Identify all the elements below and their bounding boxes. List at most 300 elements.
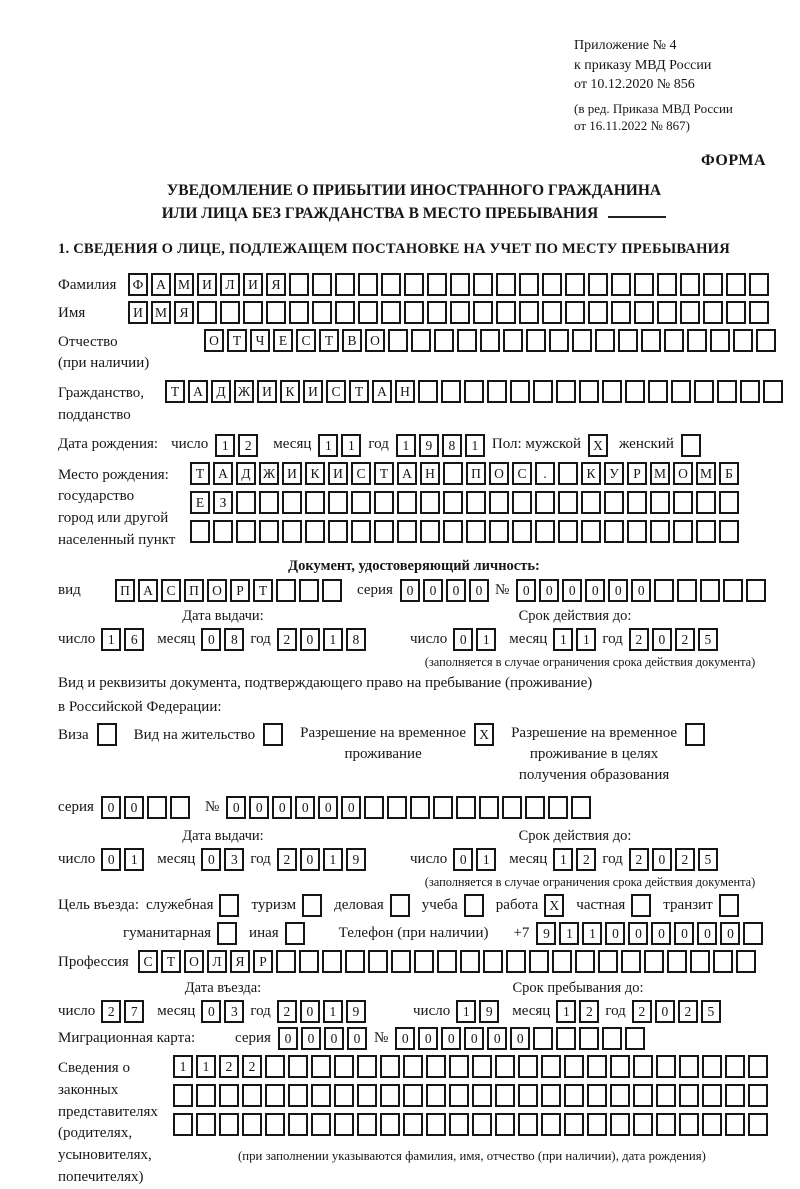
char-cell[interactable]: И xyxy=(303,380,323,403)
char-cell[interactable]: Б xyxy=(719,462,739,485)
char-cell[interactable]: О xyxy=(365,329,385,352)
char-cell[interactable] xyxy=(564,1084,584,1107)
char-cell[interactable]: 0 xyxy=(720,922,740,945)
char-cell[interactable]: 1 xyxy=(476,848,496,871)
char-cell[interactable] xyxy=(427,273,447,296)
char-cell[interactable] xyxy=(403,1084,423,1107)
char-cell[interactable]: 0 xyxy=(423,579,443,602)
char-cell[interactable] xyxy=(450,273,470,296)
char-cell[interactable] xyxy=(702,1084,722,1107)
char-cell[interactable]: 1 xyxy=(101,628,121,651)
char-cell[interactable]: Я xyxy=(266,273,286,296)
char-cell[interactable]: 0 xyxy=(469,579,489,602)
char-cell[interactable]: О xyxy=(673,462,693,485)
char-cell[interactable] xyxy=(433,796,453,819)
char-cell[interactable] xyxy=(533,380,553,403)
char-cell[interactable]: Р xyxy=(627,462,647,485)
char-cell[interactable] xyxy=(671,380,691,403)
char-cell[interactable] xyxy=(345,950,365,973)
char-cell[interactable]: 0 xyxy=(446,579,466,602)
char-cell[interactable]: Ж xyxy=(259,462,279,485)
char-cell[interactable] xyxy=(288,1084,308,1107)
char-cell[interactable] xyxy=(565,301,585,324)
char-cell[interactable]: 0 xyxy=(300,848,320,871)
char-cell[interactable]: 0 xyxy=(539,579,559,602)
char-cell[interactable] xyxy=(259,520,279,543)
char-cell[interactable]: 0 xyxy=(418,1027,438,1050)
char-cell[interactable] xyxy=(380,1084,400,1107)
char-cell[interactable] xyxy=(587,1113,607,1136)
char-cell[interactable]: Т xyxy=(374,462,394,485)
char-cell[interactable] xyxy=(487,380,507,403)
char-cell[interactable]: 0 xyxy=(101,848,121,871)
char-cell[interactable] xyxy=(457,329,477,352)
char-cell[interactable] xyxy=(403,1055,423,1078)
char-cell[interactable] xyxy=(410,796,430,819)
char-cell[interactable]: 1 xyxy=(323,848,343,871)
char-cell[interactable] xyxy=(611,301,631,324)
char-cell[interactable] xyxy=(549,329,569,352)
char-cell[interactable] xyxy=(679,1055,699,1078)
char-cell[interactable]: 0 xyxy=(347,1027,367,1050)
char-cell[interactable] xyxy=(265,1084,285,1107)
char-cell[interactable] xyxy=(648,380,668,403)
char-cell[interactable]: А xyxy=(138,579,158,602)
char-cell[interactable]: Н xyxy=(395,380,415,403)
char-cell[interactable]: А xyxy=(188,380,208,403)
char-cell[interactable]: М xyxy=(650,462,670,485)
char-cell[interactable] xyxy=(552,950,572,973)
char-cell[interactable]: С xyxy=(512,462,532,485)
char-cell[interactable]: 7 xyxy=(124,1000,144,1023)
char-cell[interactable] xyxy=(374,520,394,543)
char-cell[interactable] xyxy=(740,380,760,403)
char-cell[interactable] xyxy=(380,1113,400,1136)
char-cell[interactable]: 0 xyxy=(226,796,246,819)
char-cell[interactable] xyxy=(575,950,595,973)
char-cell[interactable] xyxy=(358,273,378,296)
char-cell[interactable] xyxy=(334,1113,354,1136)
char-cell[interactable] xyxy=(610,1084,630,1107)
char-cell[interactable]: 1 xyxy=(553,628,573,651)
char-cell[interactable] xyxy=(305,520,325,543)
char-cell[interactable]: К xyxy=(280,380,300,403)
char-cell[interactable] xyxy=(690,950,710,973)
char-cell[interactable]: 0 xyxy=(652,628,672,651)
char-cell[interactable] xyxy=(397,520,417,543)
char-cell[interactable] xyxy=(685,723,705,746)
char-cell[interactable]: 1 xyxy=(582,922,602,945)
char-cell[interactable] xyxy=(579,380,599,403)
char-cell[interactable]: Р xyxy=(253,950,273,973)
char-cell[interactable] xyxy=(519,301,539,324)
char-cell[interactable] xyxy=(518,1113,538,1136)
char-cell[interactable] xyxy=(311,1055,331,1078)
char-cell[interactable]: П xyxy=(115,579,135,602)
char-cell[interactable] xyxy=(305,491,325,514)
char-cell[interactable] xyxy=(496,301,516,324)
char-cell[interactable] xyxy=(170,796,190,819)
char-cell[interactable] xyxy=(627,520,647,543)
char-cell[interactable]: 0 xyxy=(249,796,269,819)
char-cell[interactable] xyxy=(680,301,700,324)
char-cell[interactable]: С xyxy=(351,462,371,485)
char-cell[interactable] xyxy=(464,380,484,403)
char-cell[interactable]: Ч xyxy=(250,329,270,352)
char-cell[interactable] xyxy=(657,301,677,324)
char-cell[interactable] xyxy=(725,1055,745,1078)
char-cell[interactable]: 9 xyxy=(346,848,366,871)
char-cell[interactable] xyxy=(495,1055,515,1078)
char-cell[interactable]: 9 xyxy=(419,434,439,457)
char-cell[interactable]: 2 xyxy=(675,848,695,871)
char-cell[interactable]: У xyxy=(604,462,624,485)
char-cell[interactable] xyxy=(404,273,424,296)
char-cell[interactable]: 0 xyxy=(201,1000,221,1023)
char-cell[interactable]: 1 xyxy=(396,434,416,457)
char-cell[interactable] xyxy=(276,579,296,602)
char-cell[interactable]: Т xyxy=(190,462,210,485)
char-cell[interactable] xyxy=(579,1027,599,1050)
char-cell[interactable] xyxy=(466,520,486,543)
char-cell[interactable]: 2 xyxy=(678,1000,698,1023)
char-cell[interactable] xyxy=(558,491,578,514)
char-cell[interactable] xyxy=(213,520,233,543)
char-cell[interactable]: 1 xyxy=(323,628,343,651)
char-cell[interactable]: 0 xyxy=(628,922,648,945)
char-cell[interactable]: И xyxy=(128,301,148,324)
char-cell[interactable]: М xyxy=(151,301,171,324)
char-cell[interactable] xyxy=(335,273,355,296)
char-cell[interactable]: 1 xyxy=(559,922,579,945)
char-cell[interactable] xyxy=(556,1027,576,1050)
char-cell[interactable] xyxy=(681,434,701,457)
char-cell[interactable] xyxy=(312,273,332,296)
char-cell[interactable]: 0 xyxy=(324,1027,344,1050)
char-cell[interactable] xyxy=(634,273,654,296)
char-cell[interactable]: К xyxy=(305,462,325,485)
char-cell[interactable]: 0 xyxy=(652,848,672,871)
char-cell[interactable] xyxy=(357,1113,377,1136)
char-cell[interactable] xyxy=(266,301,286,324)
char-cell[interactable] xyxy=(631,894,651,917)
char-cell[interactable] xyxy=(526,329,546,352)
char-cell[interactable]: П xyxy=(466,462,486,485)
char-cell[interactable]: 5 xyxy=(698,848,718,871)
char-cell[interactable]: 0 xyxy=(318,796,338,819)
char-cell[interactable]: С xyxy=(161,579,181,602)
char-cell[interactable]: И xyxy=(243,273,263,296)
char-cell[interactable] xyxy=(621,950,641,973)
char-cell[interactable] xyxy=(587,1055,607,1078)
char-cell[interactable]: О xyxy=(207,579,227,602)
char-cell[interactable]: Я xyxy=(174,301,194,324)
char-cell[interactable] xyxy=(312,301,332,324)
char-cell[interactable]: 6 xyxy=(124,628,144,651)
char-cell[interactable]: 0 xyxy=(651,922,671,945)
char-cell[interactable] xyxy=(535,520,555,543)
char-cell[interactable] xyxy=(650,491,670,514)
char-cell[interactable] xyxy=(427,301,447,324)
char-cell[interactable]: Т xyxy=(161,950,181,973)
char-cell[interactable] xyxy=(259,491,279,514)
char-cell[interactable] xyxy=(263,723,283,746)
char-cell[interactable] xyxy=(495,1084,515,1107)
char-cell[interactable]: 3 xyxy=(224,848,244,871)
char-cell[interactable] xyxy=(518,1055,538,1078)
char-cell[interactable] xyxy=(650,520,670,543)
char-cell[interactable]: 0 xyxy=(395,1027,415,1050)
char-cell[interactable] xyxy=(687,329,707,352)
char-cell[interactable] xyxy=(196,1113,216,1136)
char-cell[interactable] xyxy=(633,1084,653,1107)
char-cell[interactable]: 0 xyxy=(674,922,694,945)
char-cell[interactable]: О xyxy=(489,462,509,485)
char-cell[interactable] xyxy=(733,329,753,352)
char-cell[interactable]: 0 xyxy=(608,579,628,602)
char-cell[interactable]: 1 xyxy=(173,1055,193,1078)
char-cell[interactable]: 0 xyxy=(631,579,651,602)
char-cell[interactable]: 0 xyxy=(487,1027,507,1050)
char-cell[interactable] xyxy=(334,1084,354,1107)
char-cell[interactable] xyxy=(763,380,783,403)
char-cell[interactable] xyxy=(565,273,585,296)
char-cell[interactable] xyxy=(489,491,509,514)
char-cell[interactable] xyxy=(512,520,532,543)
char-cell[interactable] xyxy=(702,1055,722,1078)
char-cell[interactable] xyxy=(604,491,624,514)
char-cell[interactable]: 0 xyxy=(201,848,221,871)
char-cell[interactable] xyxy=(302,894,322,917)
char-cell[interactable] xyxy=(390,894,410,917)
char-cell[interactable] xyxy=(282,491,302,514)
char-cell[interactable]: И xyxy=(328,462,348,485)
char-cell[interactable]: Ж xyxy=(234,380,254,403)
char-cell[interactable]: 0 xyxy=(464,1027,484,1050)
char-cell[interactable] xyxy=(434,329,454,352)
char-cell[interactable]: Д xyxy=(236,462,256,485)
char-cell[interactable]: М xyxy=(696,462,716,485)
char-cell[interactable]: 0 xyxy=(341,796,361,819)
char-cell[interactable] xyxy=(173,1084,193,1107)
char-cell[interactable] xyxy=(441,380,461,403)
char-cell[interactable] xyxy=(472,1084,492,1107)
char-cell[interactable]: 1 xyxy=(576,628,596,651)
char-cell[interactable] xyxy=(351,520,371,543)
char-cell[interactable] xyxy=(719,491,739,514)
char-cell[interactable]: В xyxy=(342,329,362,352)
char-cell[interactable] xyxy=(420,520,440,543)
char-cell[interactable]: 2 xyxy=(219,1055,239,1078)
char-cell[interactable] xyxy=(625,380,645,403)
char-cell[interactable] xyxy=(322,950,342,973)
char-cell[interactable]: 5 xyxy=(698,628,718,651)
char-cell[interactable] xyxy=(519,273,539,296)
char-cell[interactable] xyxy=(197,301,217,324)
char-cell[interactable]: Е xyxy=(190,491,210,514)
char-cell[interactable] xyxy=(541,1113,561,1136)
char-cell[interactable] xyxy=(411,329,431,352)
char-cell[interactable] xyxy=(548,796,568,819)
char-cell[interactable] xyxy=(196,1084,216,1107)
char-cell[interactable] xyxy=(426,1113,446,1136)
char-cell[interactable] xyxy=(473,273,493,296)
char-cell[interactable]: 2 xyxy=(675,628,695,651)
char-cell[interactable]: А xyxy=(397,462,417,485)
char-cell[interactable] xyxy=(242,1113,262,1136)
char-cell[interactable] xyxy=(598,950,618,973)
char-cell[interactable]: Н xyxy=(420,462,440,485)
char-cell[interactable] xyxy=(335,301,355,324)
char-cell[interactable]: 0 xyxy=(562,579,582,602)
char-cell[interactable] xyxy=(702,1113,722,1136)
char-cell[interactable]: 2 xyxy=(101,1000,121,1023)
char-cell[interactable] xyxy=(654,579,674,602)
char-cell[interactable]: К xyxy=(581,462,601,485)
char-cell[interactable] xyxy=(480,329,500,352)
char-cell[interactable]: 1 xyxy=(456,1000,476,1023)
char-cell[interactable]: X xyxy=(588,434,608,457)
char-cell[interactable]: 9 xyxy=(536,922,556,945)
char-cell[interactable] xyxy=(219,1113,239,1136)
char-cell[interactable] xyxy=(97,723,117,746)
char-cell[interactable] xyxy=(512,491,532,514)
char-cell[interactable]: 2 xyxy=(277,628,297,651)
char-cell[interactable] xyxy=(633,1055,653,1078)
char-cell[interactable]: Я xyxy=(230,950,250,973)
char-cell[interactable] xyxy=(743,922,763,945)
char-cell[interactable] xyxy=(472,1055,492,1078)
char-cell[interactable]: Т xyxy=(349,380,369,403)
char-cell[interactable]: 0 xyxy=(300,1000,320,1023)
char-cell[interactable] xyxy=(437,950,457,973)
char-cell[interactable]: 9 xyxy=(479,1000,499,1023)
char-cell[interactable] xyxy=(381,273,401,296)
char-cell[interactable] xyxy=(265,1055,285,1078)
char-cell[interactable]: 2 xyxy=(277,1000,297,1023)
char-cell[interactable] xyxy=(506,950,526,973)
char-cell[interactable] xyxy=(703,301,723,324)
char-cell[interactable] xyxy=(219,1084,239,1107)
char-cell[interactable] xyxy=(625,1027,645,1050)
char-cell[interactable]: 0 xyxy=(585,579,605,602)
char-cell[interactable] xyxy=(610,1055,630,1078)
char-cell[interactable]: 1 xyxy=(323,1000,343,1023)
char-cell[interactable] xyxy=(564,1113,584,1136)
char-cell[interactable]: 2 xyxy=(579,1000,599,1023)
char-cell[interactable] xyxy=(449,1113,469,1136)
char-cell[interactable] xyxy=(535,491,555,514)
char-cell[interactable] xyxy=(466,491,486,514)
char-cell[interactable]: 8 xyxy=(224,628,244,651)
char-cell[interactable]: 2 xyxy=(629,848,649,871)
char-cell[interactable] xyxy=(265,1113,285,1136)
char-cell[interactable] xyxy=(657,273,677,296)
char-cell[interactable] xyxy=(725,1084,745,1107)
char-cell[interactable]: Е xyxy=(273,329,293,352)
char-cell[interactable] xyxy=(602,380,622,403)
char-cell[interactable] xyxy=(595,329,615,352)
char-cell[interactable]: О xyxy=(204,329,224,352)
char-cell[interactable]: 2 xyxy=(238,434,258,457)
char-cell[interactable] xyxy=(426,1055,446,1078)
char-cell[interactable] xyxy=(357,1055,377,1078)
char-cell[interactable]: Ф xyxy=(128,273,148,296)
char-cell[interactable]: А xyxy=(151,273,171,296)
char-cell[interactable]: 0 xyxy=(605,922,625,945)
char-cell[interactable] xyxy=(380,1055,400,1078)
char-cell[interactable] xyxy=(502,796,522,819)
char-cell[interactable] xyxy=(311,1113,331,1136)
char-cell[interactable] xyxy=(311,1084,331,1107)
char-cell[interactable] xyxy=(736,950,756,973)
char-cell[interactable] xyxy=(220,301,240,324)
char-cell[interactable] xyxy=(404,301,424,324)
char-cell[interactable]: И xyxy=(282,462,302,485)
char-cell[interactable] xyxy=(533,1027,553,1050)
char-cell[interactable] xyxy=(483,950,503,973)
char-cell[interactable] xyxy=(673,491,693,514)
char-cell[interactable]: 1 xyxy=(476,628,496,651)
char-cell[interactable] xyxy=(581,491,601,514)
char-cell[interactable]: Р xyxy=(230,579,250,602)
char-cell[interactable]: О xyxy=(184,950,204,973)
char-cell[interactable] xyxy=(473,301,493,324)
char-cell[interactable] xyxy=(656,1055,676,1078)
char-cell[interactable]: 1 xyxy=(465,434,485,457)
char-cell[interactable] xyxy=(618,329,638,352)
char-cell[interactable] xyxy=(414,950,434,973)
char-cell[interactable] xyxy=(289,301,309,324)
char-cell[interactable]: Т xyxy=(165,380,185,403)
char-cell[interactable] xyxy=(748,1055,768,1078)
char-cell[interactable]: 0 xyxy=(441,1027,461,1050)
char-cell[interactable] xyxy=(641,329,661,352)
char-cell[interactable] xyxy=(449,1055,469,1078)
char-cell[interactable] xyxy=(588,301,608,324)
char-cell[interactable]: И xyxy=(197,273,217,296)
char-cell[interactable] xyxy=(242,1084,262,1107)
char-cell[interactable] xyxy=(610,1113,630,1136)
char-cell[interactable] xyxy=(664,329,684,352)
char-cell[interactable]: 1 xyxy=(124,848,144,871)
char-cell[interactable]: 0 xyxy=(453,628,473,651)
char-cell[interactable]: С xyxy=(296,329,316,352)
char-cell[interactable] xyxy=(542,273,562,296)
char-cell[interactable] xyxy=(420,491,440,514)
char-cell[interactable] xyxy=(746,579,766,602)
char-cell[interactable] xyxy=(719,520,739,543)
char-cell[interactable]: X xyxy=(474,723,494,746)
char-cell[interactable]: 0 xyxy=(301,1027,321,1050)
char-cell[interactable] xyxy=(190,520,210,543)
char-cell[interactable] xyxy=(558,462,578,485)
char-cell[interactable] xyxy=(587,1084,607,1107)
char-cell[interactable]: З xyxy=(213,491,233,514)
char-cell[interactable]: 1 xyxy=(341,434,361,457)
char-cell[interactable]: 2 xyxy=(632,1000,652,1023)
char-cell[interactable] xyxy=(572,329,592,352)
char-cell[interactable] xyxy=(472,1113,492,1136)
char-cell[interactable] xyxy=(374,491,394,514)
char-cell[interactable] xyxy=(518,1084,538,1107)
char-cell[interactable]: . xyxy=(535,462,555,485)
char-cell[interactable] xyxy=(496,273,516,296)
char-cell[interactable] xyxy=(602,1027,622,1050)
char-cell[interactable] xyxy=(656,1084,676,1107)
char-cell[interactable] xyxy=(541,1084,561,1107)
char-cell[interactable] xyxy=(749,273,769,296)
